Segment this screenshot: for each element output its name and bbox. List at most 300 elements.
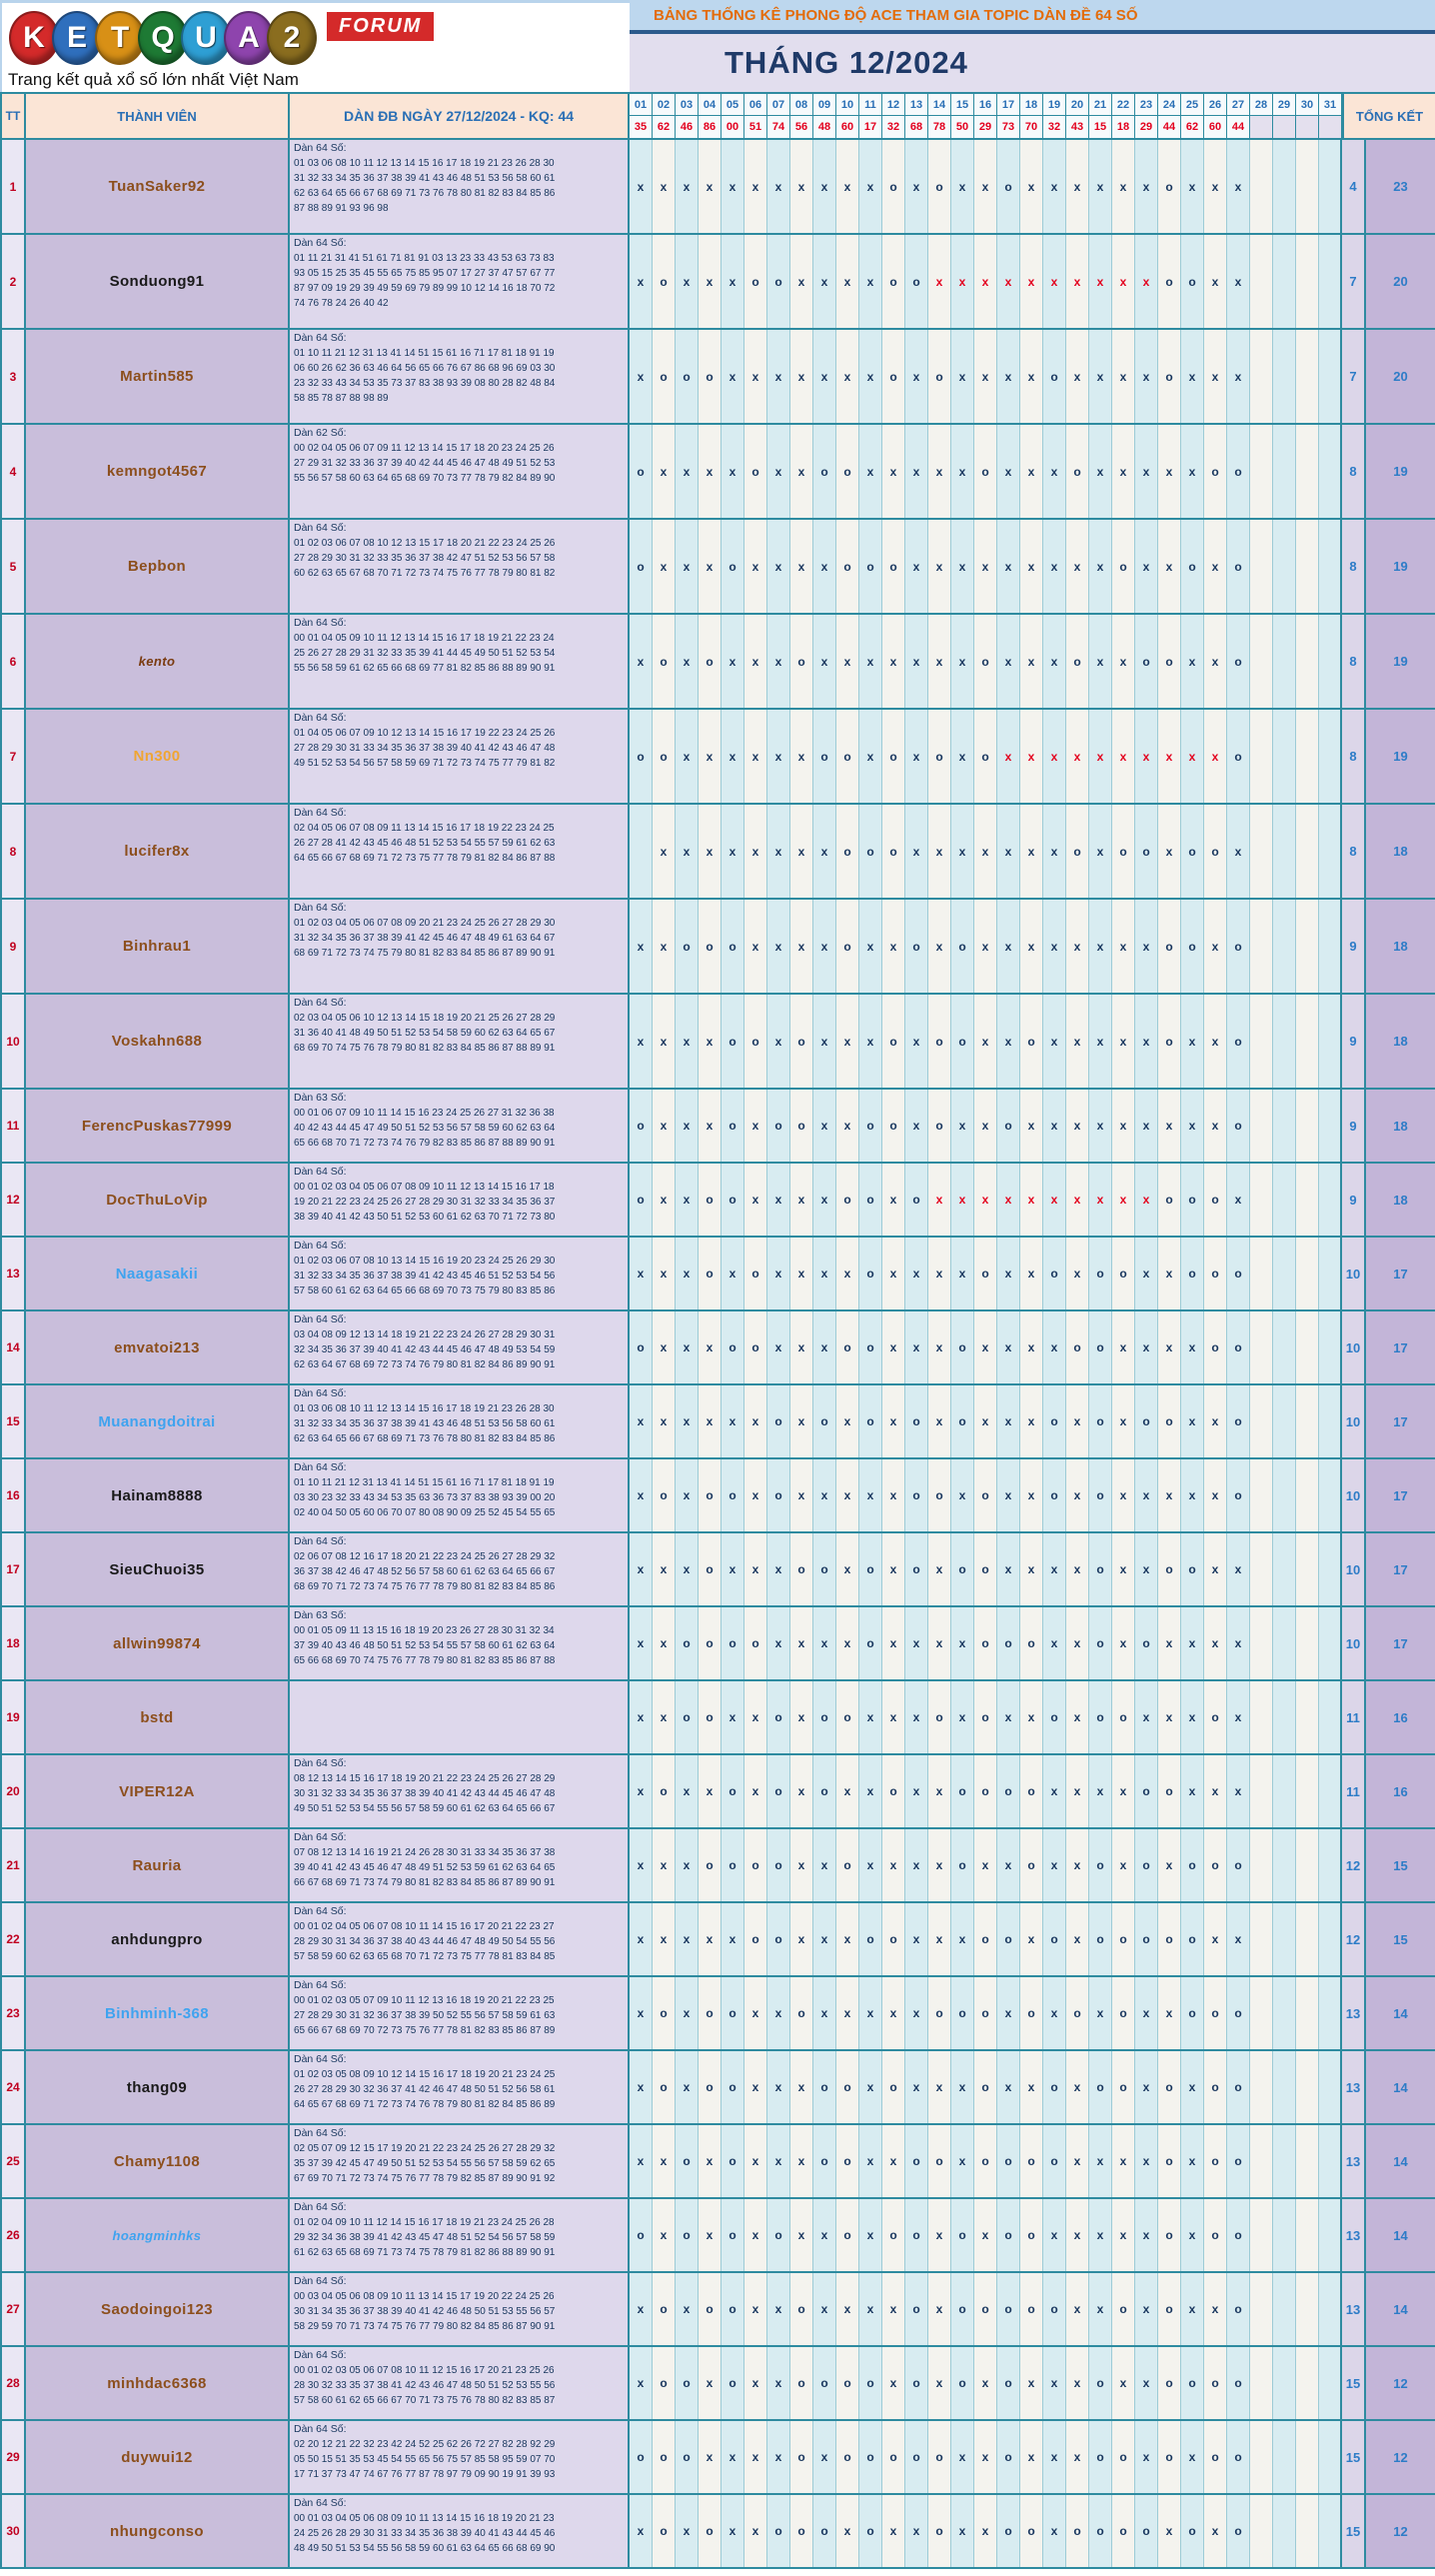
mark-cell: x [1089, 425, 1112, 518]
mark-cell: o [1227, 425, 1250, 518]
member-name[interactable]: Chamy1108 [113, 2152, 201, 2170]
mark-cell: x [928, 2347, 951, 2419]
dan-line: 00 01 02 03 04 05 06 07 08 09 10 11 12 13 14 15 16 17 18 [294, 1182, 555, 1193]
mark-cell [1296, 900, 1319, 993]
day-header-cell: 19 [1043, 94, 1065, 116]
member-name[interactable]: Binhminh-368 [105, 2004, 209, 2022]
mark-cell: x [1135, 520, 1158, 613]
dan-line: 30 31 34 35 36 37 38 39 40 41 42 46 48 50 51 53 55 56 57 [294, 2306, 556, 2317]
mark-cell: o [630, 1311, 653, 1383]
mark-cell: o [1181, 1238, 1204, 1309]
mark-cell: o [767, 1755, 790, 1827]
mark-cell: x [905, 1607, 928, 1679]
mark-cell: x [676, 1385, 699, 1457]
mark-cell: o [951, 995, 974, 1088]
total-miss: 8 [1342, 710, 1366, 803]
dan-line: 01 10 11 21 12 31 13 41 14 51 15 61 16 71 17 81 18 91 19 [294, 1477, 555, 1488]
mark-cell: x [1089, 520, 1112, 613]
mark-cell [1296, 1385, 1319, 1457]
mark-cell [1250, 1090, 1273, 1162]
marks-cells [630, 1459, 1342, 1531]
mark-cell [1319, 2495, 1342, 2567]
mark-cell: x [653, 425, 676, 518]
marks-cells [630, 1681, 1342, 1753]
dan-line: 66 67 68 69 71 73 74 79 80 81 82 83 84 85 86 87 89 90 91 [294, 1877, 556, 1888]
mark-cell: o [653, 2495, 676, 2567]
member-name[interactable]: bstd [140, 1708, 174, 1726]
mark-cell: x [744, 140, 767, 233]
mark-cell: o [813, 1385, 836, 1457]
mark-cell: x [928, 1755, 951, 1827]
member-name[interactable]: hoangminhks [112, 2227, 202, 2243]
dan-line: 64 65 67 68 69 71 72 73 74 76 78 79 80 81 82 84 85 86 89 [294, 2099, 556, 2110]
mark-cell: x [630, 1681, 653, 1753]
total-hit: 14 [1366, 2051, 1435, 2123]
day-header-column [974, 94, 997, 138]
mark-cell: x [951, 1681, 974, 1753]
mark-cell: o [1020, 1607, 1043, 1679]
mark-cell: o [997, 2421, 1020, 2493]
mark-cell: x [1043, 1755, 1066, 1827]
mark-cell [1273, 2273, 1296, 2345]
dan-line: 05 50 15 51 35 53 45 54 55 65 56 75 57 85 58 95 59 07 70 [294, 2454, 556, 2465]
mark-cell: x [653, 900, 676, 993]
member-name[interactable]: lucifer8x [124, 843, 190, 860]
mark-cell: x [1066, 140, 1089, 233]
mark-cell: x [951, 330, 974, 423]
mark-cell: o [1135, 1385, 1158, 1457]
member-name[interactable]: Naagasakii [115, 1265, 199, 1283]
mark-cell: x [1089, 330, 1112, 423]
mark-cell: x [997, 235, 1020, 328]
dan-line: 57 58 60 61 62 65 66 67 70 71 73 75 76 78 80 82 83 85 87 [294, 2395, 556, 2406]
member-name[interactable]: thang09 [126, 2078, 188, 2096]
mark-cell [1250, 1977, 1273, 2049]
mark-cell: x [859, 615, 882, 708]
mark-cell [1273, 520, 1296, 613]
mark-cell: o [721, 1977, 744, 2049]
mark-cell: x [1181, 710, 1204, 803]
mark-cell: o [905, 2273, 928, 2345]
member-name[interactable]: Voskahn688 [111, 1033, 203, 1050]
mark-cell [1319, 1533, 1342, 1605]
mark-cell: x [1204, 1607, 1227, 1679]
marks-cells [630, 140, 1342, 233]
mark-cell: o [1112, 2421, 1135, 2493]
mark-cell: x [676, 1829, 699, 1901]
mark-cell: x [630, 2051, 653, 2123]
mark-cell: x [790, 900, 813, 993]
mark-cell [630, 805, 653, 898]
mark-cell: o [630, 1090, 653, 1162]
mark-cell: x [790, 1903, 813, 1975]
mark-cell: o [1227, 1459, 1250, 1531]
dan-line: 58 85 78 87 88 98 89 [294, 393, 389, 404]
mark-cell: x [721, 1385, 744, 1457]
member-name[interactable]: VIPER12A [119, 1782, 195, 1800]
mark-cell: x [974, 2495, 997, 2567]
mark-cell: x [813, 2421, 836, 2493]
member-cell [26, 805, 290, 898]
mark-cell: x [951, 2495, 974, 2567]
mark-cell: o [951, 1385, 974, 1457]
mark-cell: x [1135, 1164, 1158, 1236]
mark-cell: x [1043, 1829, 1066, 1901]
mark-cell: o [997, 1755, 1020, 1827]
mark-cell: x [721, 425, 744, 518]
mark-cell: x [1158, 520, 1181, 613]
mark-cell: x [997, 1681, 1020, 1753]
mark-cell: x [790, 1385, 813, 1457]
mark-cell: x [1112, 330, 1135, 423]
mark-cell: x [1020, 1459, 1043, 1531]
mark-cell: o [951, 900, 974, 993]
mark-cell: o [1089, 2347, 1112, 2419]
mark-cell [1319, 1385, 1342, 1457]
mark-cell: x [1181, 2051, 1204, 2123]
mark-cell: o [859, 2495, 882, 2567]
mark-cell: o [744, 1607, 767, 1679]
mark-cell: x [699, 1755, 721, 1827]
mark-cell: x [951, 140, 974, 233]
dan-line: 03 30 23 32 33 43 34 53 35 63 36 73 37 83 38 93 39 00 20 [294, 1492, 556, 1503]
mark-cell: x [1020, 805, 1043, 898]
day-result-cell: 46 [676, 116, 698, 138]
day-result-cell: 32 [882, 116, 904, 138]
mark-cell: x [951, 1090, 974, 1162]
row-number: 2 [0, 235, 26, 328]
dan-numbers [290, 805, 630, 898]
day-result-cell [1273, 116, 1295, 138]
day-header-column [1319, 94, 1342, 138]
mark-cell: x [767, 1533, 790, 1605]
mark-cell: x [676, 2495, 699, 2567]
mark-cell [1250, 520, 1273, 613]
mark-cell: x [1204, 900, 1227, 993]
mark-cell: o [1158, 1903, 1181, 1975]
mark-cell: x [1066, 1607, 1089, 1679]
month-title: THÁNG 12/2024 [724, 45, 968, 80]
member-name[interactable]: Bepbon [127, 558, 187, 575]
mark-cell: o [1043, 1385, 1066, 1457]
dan-line: 36 37 38 42 46 47 48 52 56 57 58 60 61 62 63 64 65 66 67 [294, 1566, 556, 1577]
day-header-column [676, 94, 699, 138]
mark-cell: o [1204, 1164, 1227, 1236]
mark-cell: o [1204, 1311, 1227, 1383]
mark-cell [1250, 2421, 1273, 2493]
mark-cell: o [744, 1311, 767, 1383]
mark-cell: x [630, 140, 653, 233]
mark-cell: o [882, 805, 905, 898]
member-name[interactable]: duywui12 [121, 2448, 193, 2466]
day-header-cell: 03 [676, 94, 698, 116]
mark-cell: x [1158, 425, 1181, 518]
mark-cell: x [676, 520, 699, 613]
mark-cell: o [744, 1829, 767, 1901]
mark-cell: x [882, 900, 905, 993]
mark-cell: x [928, 1829, 951, 1901]
dan-line: 08 12 13 14 15 16 17 18 19 20 21 22 23 24 25 26 27 28 29 [294, 1773, 556, 1784]
mark-cell [1319, 2347, 1342, 2419]
day-header-cell: 30 [1296, 94, 1318, 116]
total-miss: 13 [1342, 2051, 1366, 2123]
member-cell [26, 425, 290, 518]
mark-cell: o [721, 2125, 744, 2197]
mark-cell: o [721, 1164, 744, 1236]
mark-cell: x [1020, 615, 1043, 708]
dan-line: 26 27 28 41 42 43 45 46 48 51 52 53 54 55 57 59 61 62 63 [294, 838, 556, 849]
total-miss: 8 [1342, 425, 1366, 518]
dan-line: 03 04 08 09 12 13 14 18 19 21 22 23 24 26 27 28 29 30 31 [294, 1329, 556, 1340]
mark-cell: o [790, 2347, 813, 2419]
total-miss: 13 [1342, 2199, 1366, 2271]
mark-cell: x [790, 1681, 813, 1753]
mark-cell: x [630, 2495, 653, 2567]
mark-cell: x [676, 615, 699, 708]
mark-cell: o [1066, 1977, 1089, 2049]
mark-cell [1273, 1238, 1296, 1309]
mark-cell: x [767, 1164, 790, 1236]
mark-cell: x [744, 1459, 767, 1531]
member-name[interactable]: SieuChuoi35 [109, 1560, 205, 1578]
mark-cell: o [1181, 805, 1204, 898]
mark-cell: o [905, 1459, 928, 1531]
mark-cell: x [676, 1090, 699, 1162]
mark-cell: x [699, 805, 721, 898]
mark-cell: o [1089, 1533, 1112, 1605]
mark-cell: x [699, 1903, 721, 1975]
dan-line: 00 01 05 09 11 13 15 16 18 19 20 23 26 27 28 30 31 32 34 [294, 1625, 555, 1636]
dan-line: 37 39 40 43 46 48 50 51 52 53 54 55 57 58 60 61 62 63 64 [294, 1640, 556, 1651]
total-hit: 17 [1366, 1533, 1435, 1605]
dan-numbers [290, 2125, 630, 2197]
mark-cell: o [882, 2051, 905, 2123]
member-name[interactable]: Rauria [132, 1856, 182, 1874]
mark-cell: o [699, 1164, 721, 1236]
dan-title: Dàn 64 Số: [294, 522, 347, 534]
mark-cell: o [859, 1090, 882, 1162]
mark-cell: x [974, 2199, 997, 2271]
mark-cell: x [1227, 1681, 1250, 1753]
mark-cell: o [1043, 2051, 1066, 2123]
total-miss: 10 [1342, 1533, 1366, 1605]
member-name[interactable]: DocThuLoVip [106, 1191, 208, 1209]
mark-cell [1319, 900, 1342, 993]
dan-line: 00 03 04 05 06 08 09 10 11 13 14 15 17 19 20 22 24 25 26 [294, 2291, 555, 2302]
mark-cell: x [676, 995, 699, 1088]
mark-cell: x [859, 235, 882, 328]
mark-cell: x [1112, 1755, 1135, 1827]
dan-numbers [290, 1533, 630, 1605]
mark-cell: x [882, 615, 905, 708]
mark-cell [1273, 900, 1296, 993]
row-number: 28 [0, 2347, 26, 2419]
mark-cell [1319, 1607, 1342, 1679]
mark-cell: x [744, 615, 767, 708]
mark-cell: x [744, 1681, 767, 1753]
member-name[interactable]: allwin99874 [113, 1634, 201, 1652]
dan-title: Dàn 64 Số: [294, 2497, 347, 2509]
mark-cell: x [630, 1755, 653, 1827]
mark-cell: x [1043, 1533, 1066, 1605]
logo[interactable] [0, 0, 630, 92]
member-name[interactable]: kemngot4567 [106, 463, 208, 480]
dan-numbers [290, 1459, 630, 1531]
mark-cell: x [767, 1311, 790, 1383]
mark-cell: x [653, 805, 676, 898]
mark-cell [1273, 1903, 1296, 1975]
mark-cell: x [653, 1903, 676, 1975]
mark-cell: o [951, 1977, 974, 2049]
member-name[interactable]: Saodoingoi123 [101, 2300, 213, 2318]
mark-cell [1250, 1311, 1273, 1383]
mark-cell: x [905, 1681, 928, 1753]
dan-line: 00 01 03 04 05 06 08 09 10 11 13 14 15 16 18 19 20 21 23 [294, 2513, 555, 2524]
total-miss: 8 [1342, 615, 1366, 708]
table-body [0, 140, 1435, 2569]
mark-cell: x [928, 2199, 951, 2271]
mark-cell [1319, 1311, 1342, 1383]
mark-cell: o [676, 2347, 699, 2419]
dan-title: Dàn 64 Số: [294, 997, 347, 1009]
member-name[interactable]: kento [138, 654, 176, 669]
mark-cell: o [721, 1459, 744, 1531]
marks-cells [630, 1533, 1342, 1605]
row-number: 18 [0, 1607, 26, 1679]
row-number: 14 [0, 1311, 26, 1383]
mark-cell: x [653, 1829, 676, 1901]
dan-line: 06 60 26 62 36 63 46 64 56 65 66 76 67 86 68 96 69 03 30 [294, 363, 556, 374]
mark-cell: x [653, 1533, 676, 1605]
mark-cell: o [1181, 900, 1204, 993]
mark-cell: o [859, 805, 882, 898]
member-name[interactable]: Nn300 [133, 748, 181, 765]
mark-cell: o [721, 1755, 744, 1827]
member-name[interactable]: anhdungpro [111, 1930, 203, 1948]
mark-cell: o [721, 2199, 744, 2271]
mark-cell: o [974, 1977, 997, 2049]
mark-cell: x [1043, 235, 1066, 328]
mark-cell: o [653, 710, 676, 803]
mark-cell: x [1020, 900, 1043, 993]
day-header-column [813, 94, 836, 138]
mark-cell: x [1020, 1164, 1043, 1236]
mark-cell: o [790, 1977, 813, 2049]
mark-cell: o [997, 2125, 1020, 2197]
mark-cell: x [974, 1385, 997, 1457]
member-name[interactable]: Binhrau1 [122, 938, 192, 955]
mark-cell: x [790, 1164, 813, 1236]
mark-cell: o [1158, 615, 1181, 708]
member-name[interactable]: emvatoi213 [114, 1338, 200, 1356]
mark-cell: o [1112, 1238, 1135, 1309]
table-row [0, 1607, 1435, 1681]
member-name[interactable]: Martin585 [120, 368, 194, 385]
mark-cell: o [974, 425, 997, 518]
mark-cell: x [859, 140, 882, 233]
dan-line: 01 03 06 08 10 11 12 13 14 15 16 17 18 19 21 23 26 28 30 [294, 158, 555, 169]
mark-cell: x [905, 1311, 928, 1383]
mark-cell: x [1112, 1090, 1135, 1162]
marks-cells [630, 1385, 1342, 1457]
row-number: 15 [0, 1385, 26, 1457]
logo-letter: U [181, 11, 231, 65]
mark-cell: x [1135, 995, 1158, 1088]
mark-cell: x [790, 2051, 813, 2123]
mark-cell: x [744, 900, 767, 993]
mark-cell: o [1204, 805, 1227, 898]
mark-cell [1296, 805, 1319, 898]
dan-line: 65 66 67 68 69 70 72 73 75 76 77 78 81 82 83 85 86 87 89 [294, 2025, 556, 2036]
mark-cell: x [882, 1829, 905, 1901]
mark-cell: x [1066, 1829, 1089, 1901]
mark-cell: x [1158, 1459, 1181, 1531]
member-name[interactable]: minhdac6368 [107, 2374, 207, 2392]
mark-cell: x [1020, 1681, 1043, 1753]
member-cell [26, 710, 290, 803]
day-result-cell: 70 [1020, 116, 1042, 138]
dan-title: Dàn 64 Số: [294, 2349, 347, 2361]
member-cell [26, 1459, 290, 1531]
mark-cell: x [1043, 805, 1066, 898]
mark-cell: o [928, 1459, 951, 1531]
mark-cell: o [951, 1755, 974, 1827]
mark-cell: o [699, 2495, 721, 2567]
member-name[interactable]: FerencPuskas77999 [81, 1117, 233, 1135]
mark-cell: o [1135, 1903, 1158, 1975]
member-name[interactable]: Hainam8888 [111, 1486, 203, 1504]
dan-line: 48 49 50 51 53 54 55 56 58 59 60 61 63 64 65 66 68 69 90 [294, 2543, 556, 2554]
mark-cell [1273, 1607, 1296, 1679]
mark-cell [1250, 2495, 1273, 2567]
mark-cell: o [905, 1533, 928, 1605]
row-number: 10 [0, 995, 26, 1088]
member-name[interactable]: TuanSaker92 [108, 178, 206, 195]
member-name[interactable]: Muanangdoitrai [98, 1412, 216, 1430]
table-row [0, 235, 1435, 330]
marks-cells [630, 1164, 1342, 1236]
mark-cell: o [882, 1090, 905, 1162]
dan-line: 57 58 59 60 62 63 65 68 70 71 72 73 75 77 78 81 83 84 85 [294, 1951, 556, 1962]
mark-cell: o [1066, 615, 1089, 708]
mark-cell [1250, 425, 1273, 518]
mark-cell: x [1158, 710, 1181, 803]
dan-line: 07 08 12 13 14 16 19 21 24 26 28 30 31 33 34 35 36 37 38 [294, 1847, 556, 1858]
mark-cell: o [951, 1829, 974, 1901]
mark-cell: x [767, 140, 790, 233]
mark-cell: o [1181, 1903, 1204, 1975]
member-name[interactable]: Sonduong91 [109, 273, 205, 290]
mark-cell: o [836, 425, 859, 518]
mark-cell: x [1158, 1977, 1181, 2049]
mark-cell [1319, 1829, 1342, 1901]
total-miss: 15 [1342, 2495, 1366, 2567]
mark-cell: o [836, 1829, 859, 1901]
day-result-cell [1250, 116, 1272, 138]
member-name[interactable]: nhungconso [110, 2522, 204, 2540]
mark-cell: x [1089, 900, 1112, 993]
mark-cell: o [699, 900, 721, 993]
mark-cell: x [836, 235, 859, 328]
mark-cell: x [1066, 995, 1089, 1088]
mark-cell: x [997, 1164, 1020, 1236]
mark-cell: x [1158, 2495, 1181, 2567]
mark-cell: o [1020, 2273, 1043, 2345]
mark-cell: o [859, 1385, 882, 1457]
mark-cell: o [997, 140, 1020, 233]
mark-cell: x [699, 2125, 721, 2197]
mark-cell: x [997, 2051, 1020, 2123]
